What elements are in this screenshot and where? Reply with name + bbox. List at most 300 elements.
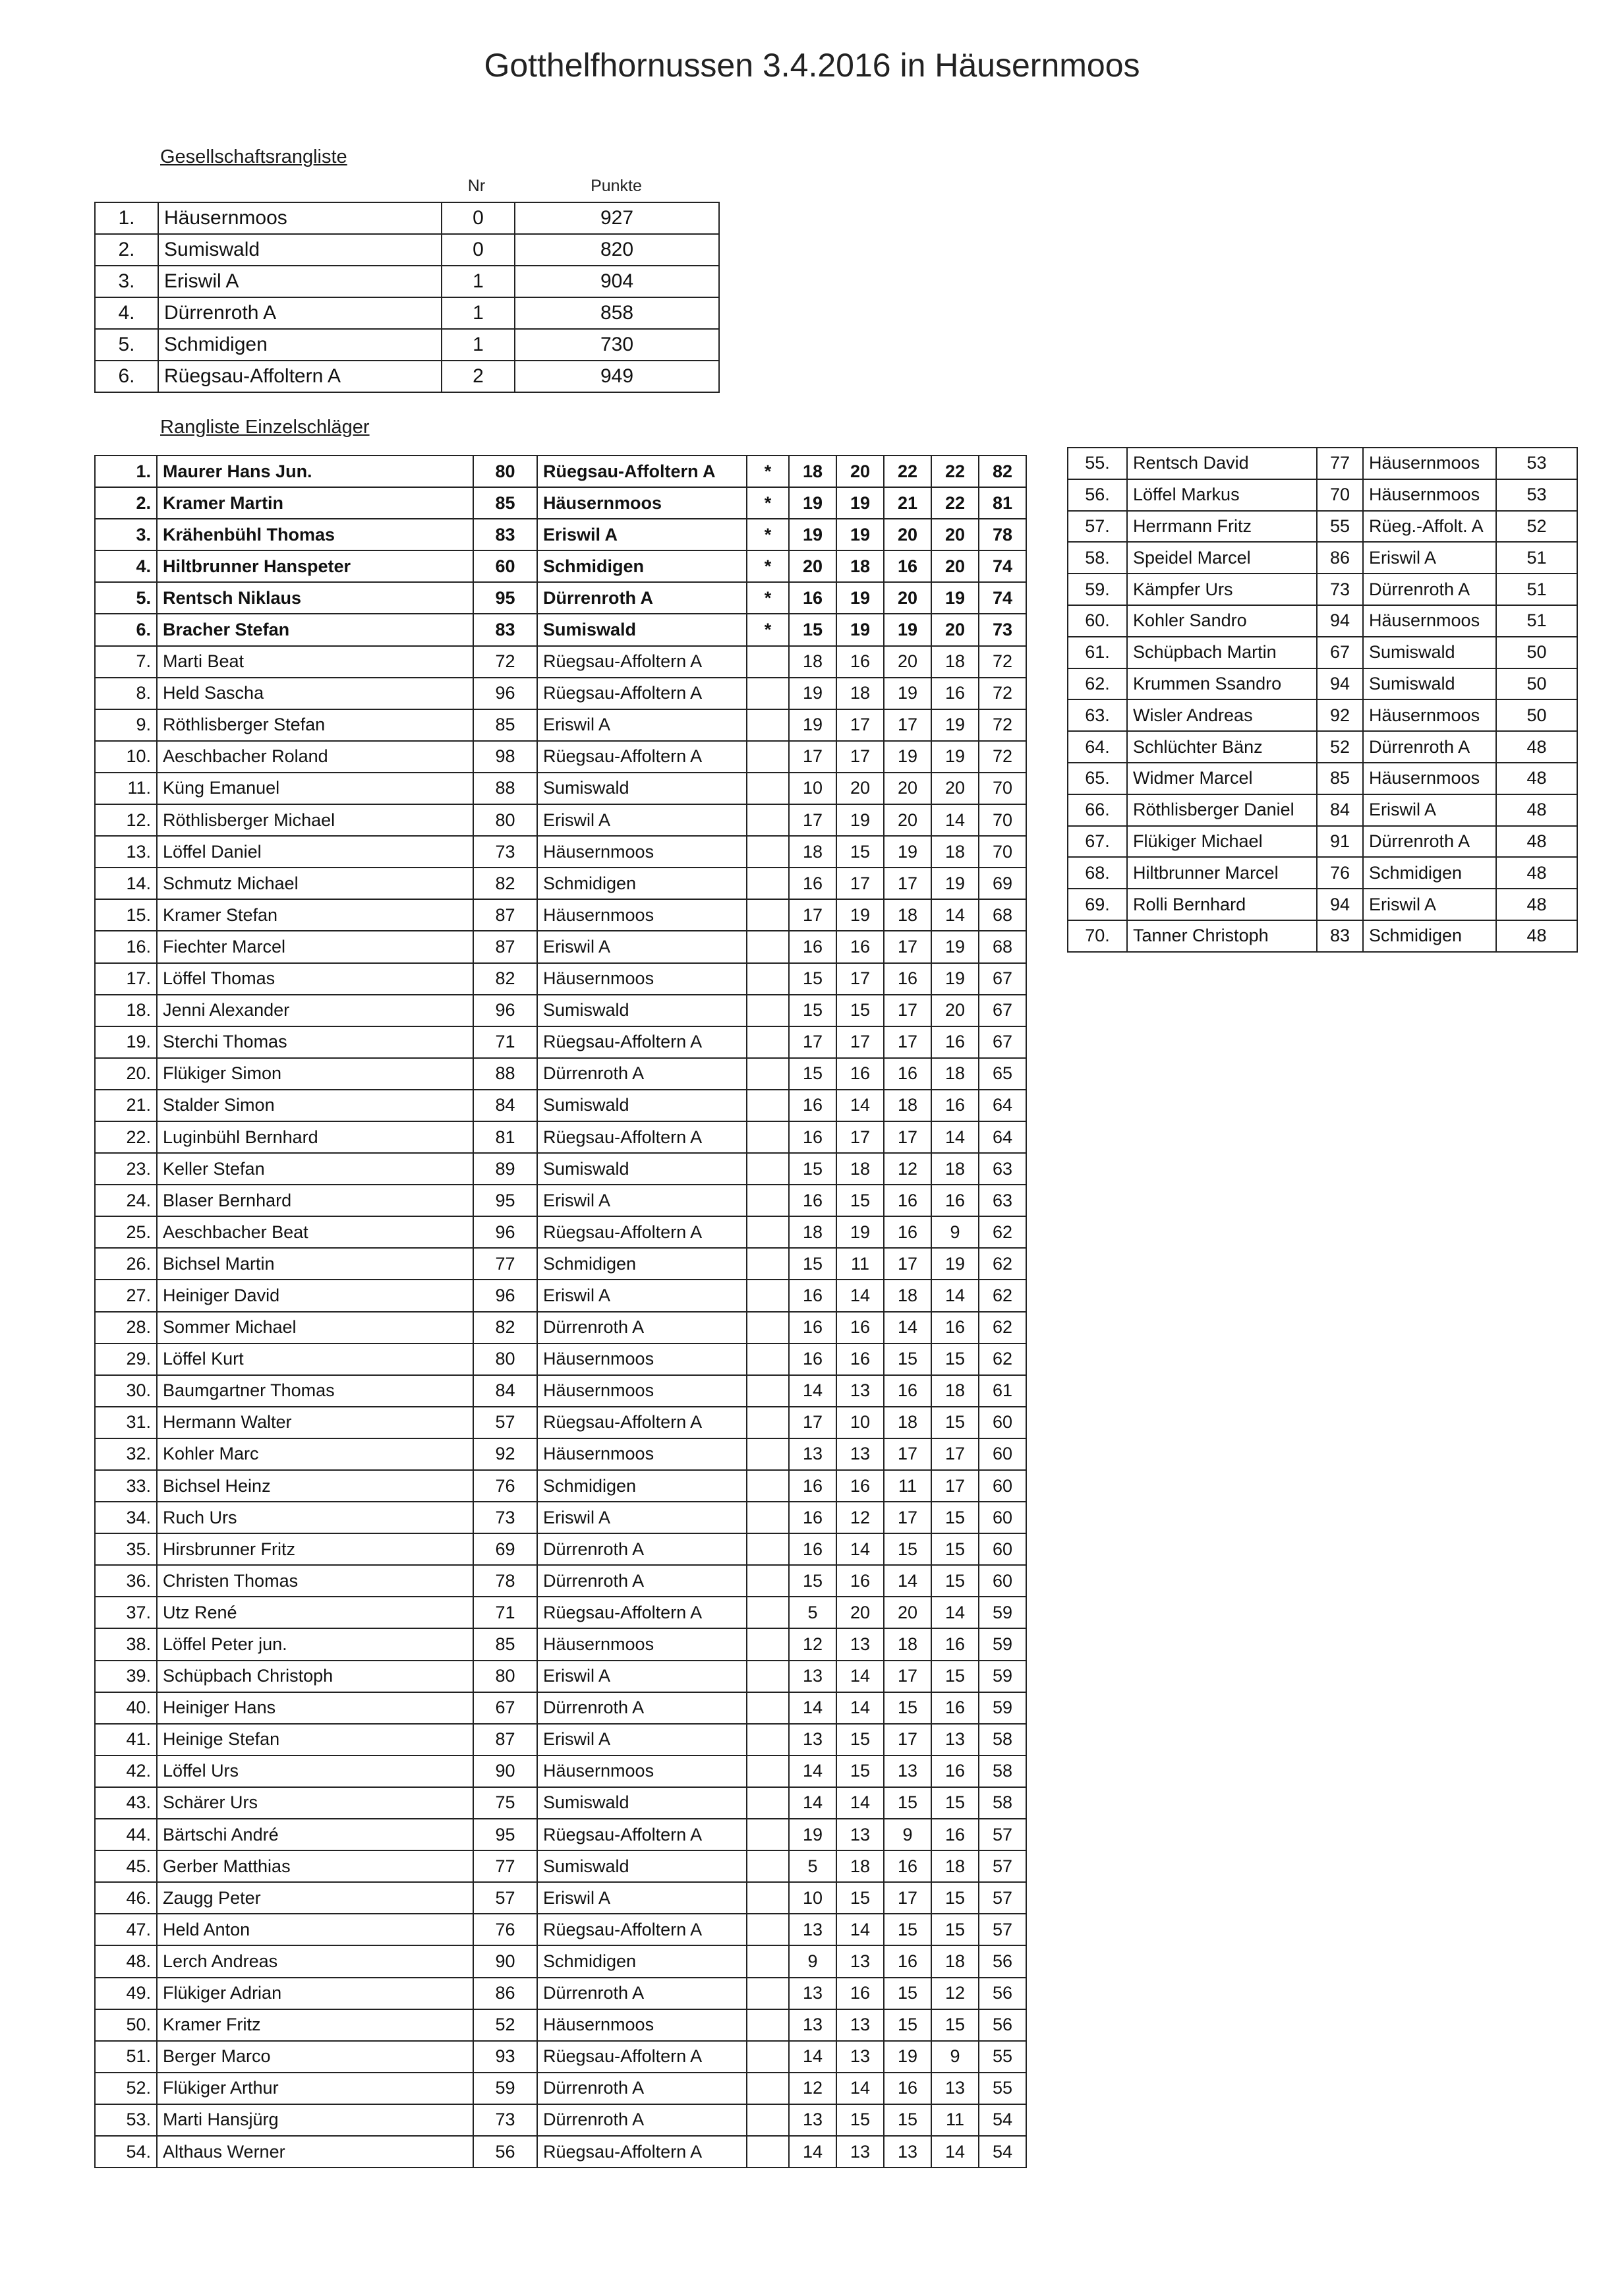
rank-cell: 6. (95, 614, 157, 645)
rank-cell: 23. (95, 1153, 157, 1185)
round2-cell: 18 (836, 550, 884, 582)
round4-cell: 9 (931, 2041, 979, 2073)
total-cell: 53 (1496, 479, 1577, 511)
total-cell: 56 (979, 1978, 1026, 2009)
total-cell: 62 (979, 1248, 1026, 1280)
team-cell: Dürrenroth A (1363, 574, 1496, 605)
name-cell: Maurer Hans Jun. (157, 456, 473, 487)
round4-cell: 19 (931, 868, 979, 899)
round4-cell: 13 (931, 1724, 979, 1756)
rank-cell: 5. (95, 582, 157, 614)
rank-cell: 58. (1068, 542, 1127, 574)
ranking-row (95, 1312, 1026, 1343)
rank-cell: 67. (1068, 826, 1127, 858)
round1-cell: 17 (789, 1407, 836, 1438)
name-cell: Schüpbach Martin (1127, 637, 1317, 668)
rank-cell: 12. (95, 804, 157, 836)
rank-cell: 11. (95, 773, 157, 804)
round1-cell: 5 (789, 1597, 836, 1628)
team-cell: Häusernmoos (1363, 763, 1496, 794)
round1-cell: 15 (789, 1565, 836, 1597)
rank-cell: 63. (1068, 699, 1127, 731)
rank-cell: 53. (95, 2104, 157, 2136)
round4-cell: 19 (931, 582, 979, 614)
round3-cell: 18 (884, 1280, 931, 1311)
total-cell: 59 (979, 1597, 1026, 1628)
mark-cell (747, 1565, 789, 1597)
round4-cell: 15 (931, 1343, 979, 1375)
mark-cell (747, 1407, 789, 1438)
total-cell: 73 (979, 614, 1026, 645)
round4-cell: 18 (931, 1850, 979, 1882)
round2-cell: 16 (836, 646, 884, 678)
rank-cell: 5. (95, 329, 158, 361)
rank-cell: 44. (95, 1819, 157, 1850)
round2-cell: 17 (836, 963, 884, 995)
rank-cell: 27. (95, 1280, 157, 1311)
total-cell: 48 (1496, 857, 1577, 889)
round3-cell: 11 (884, 1470, 931, 1502)
ranking-row (95, 868, 1026, 899)
team-cell: Häusernmoos (537, 963, 747, 995)
nr-cell: 83 (1317, 920, 1363, 952)
mark-cell (747, 2041, 789, 2073)
team-cell: Rüegsau-Affoltern A (537, 1216, 747, 1248)
team-cell: Häusernmoos (537, 2009, 747, 2041)
total-cell: 60 (979, 1438, 1026, 1470)
total-cell: 48 (1496, 763, 1577, 794)
ranking-row (95, 709, 1026, 741)
round1-cell: 18 (789, 1216, 836, 1248)
name-cell: Flükiger Arthur (157, 2073, 473, 2104)
nr-cell: 0 (442, 234, 515, 266)
name-cell: Tanner Christoph (1127, 920, 1317, 952)
name-cell: Kämpfer Urs (1127, 574, 1317, 605)
points-cell: 927 (515, 202, 719, 234)
total-cell: 68 (979, 899, 1026, 931)
team-cell: Rüegsau-Affoltern A (537, 678, 747, 709)
mark-cell: * (747, 519, 789, 550)
round2-cell: 19 (836, 804, 884, 836)
round4-cell: 15 (931, 1787, 979, 1819)
individual-ranking-table-continued (1067, 447, 1578, 953)
round3-cell: 18 (884, 899, 931, 931)
team-cell: Schmidigen (1363, 857, 1496, 889)
team-cell: Häusernmoos (537, 1375, 747, 1407)
nr-cell: 76 (1317, 857, 1363, 889)
name-cell: Schüpbach Christoph (157, 1661, 473, 1692)
ranking-row (95, 899, 1026, 931)
round1-cell: 12 (789, 1628, 836, 1660)
round4-cell: 19 (931, 709, 979, 741)
team-cell: Rüegsau-Affoltern A (537, 456, 747, 487)
round4-cell: 16 (931, 1628, 979, 1660)
round3-cell: 19 (884, 2041, 931, 2073)
total-cell: 56 (979, 1945, 1026, 1977)
team-row (95, 329, 719, 361)
total-cell: 61 (979, 1375, 1026, 1407)
name-cell: Held Sascha (157, 678, 473, 709)
total-cell: 72 (979, 646, 1026, 678)
round2-cell: 13 (836, 1375, 884, 1407)
team-cell: Sumiswald (537, 1090, 747, 1121)
round3-cell: 14 (884, 1312, 931, 1343)
name-cell: Bärtschi André (157, 1819, 473, 1850)
name-cell: Flükiger Adrian (157, 1978, 473, 2009)
nr-cell: 86 (1317, 542, 1363, 574)
round3-cell: 12 (884, 1153, 931, 1185)
nr-cell: 57 (473, 1882, 537, 1914)
team-row (95, 297, 719, 329)
round3-cell: 15 (884, 1343, 931, 1375)
ranking-row (1068, 920, 1577, 952)
nr-cell: 81 (473, 1121, 537, 1153)
name-cell: Röthlisberger Michael (157, 804, 473, 836)
team-ranking-heading: Gesellschaftsrangliste (160, 146, 347, 167)
total-cell: 62 (979, 1280, 1026, 1311)
rank-cell: 43. (95, 1787, 157, 1819)
rank-cell: 7. (95, 646, 157, 678)
rank-cell: 19. (95, 1026, 157, 1058)
name-cell: Hirsbrunner Fritz (157, 1533, 473, 1565)
round2-cell: 12 (836, 1502, 884, 1533)
ranking-row (95, 836, 1026, 868)
nr-cell: 88 (473, 773, 537, 804)
mark-cell (747, 899, 789, 931)
total-cell: 50 (1496, 668, 1577, 700)
round3-cell: 19 (884, 741, 931, 773)
mark-cell (747, 1153, 789, 1185)
total-cell: 58 (979, 1756, 1026, 1787)
total-cell: 72 (979, 709, 1026, 741)
total-cell: 52 (1496, 511, 1577, 543)
team-cell: Rüegsau-Affoltern A (537, 646, 747, 678)
round1-cell: 14 (789, 2136, 836, 2168)
rank-cell: 56. (1068, 479, 1127, 511)
rank-cell: 3. (95, 266, 158, 297)
name-cell: Herrmann Fritz (1127, 511, 1317, 543)
ranking-row (95, 1026, 1026, 1058)
round4-cell: 18 (931, 836, 979, 868)
rank-cell: 32. (95, 1438, 157, 1470)
round1-cell: 14 (789, 1692, 836, 1724)
name-cell: Kramer Stefan (157, 899, 473, 931)
name-cell: Flükiger Simon (157, 1058, 473, 1090)
round1-cell: 13 (789, 1724, 836, 1756)
ranking-row (95, 1058, 1026, 1090)
round1-cell: 17 (789, 899, 836, 931)
nr-cell: 55 (1317, 511, 1363, 543)
rank-cell: 15. (95, 899, 157, 931)
nr-cell: 59 (473, 2073, 537, 2104)
ranking-row (95, 1882, 1026, 1914)
nr-cell: 80 (473, 1661, 537, 1692)
nr-cell: 95 (473, 582, 537, 614)
total-cell: 51 (1496, 542, 1577, 574)
name-cell: Jenni Alexander (157, 995, 473, 1026)
round1-cell: 18 (789, 836, 836, 868)
rank-cell: 33. (95, 1470, 157, 1502)
mark-cell (747, 1978, 789, 2009)
team-cell: Rüegsau-Affoltern A (537, 1121, 747, 1153)
nr-cell: 71 (473, 1597, 537, 1628)
rank-cell: 34. (95, 1502, 157, 1533)
round2-cell: 20 (836, 456, 884, 487)
round1-cell: 15 (789, 1248, 836, 1280)
total-cell: 59 (979, 1692, 1026, 1724)
team-row (95, 266, 719, 297)
ranking-row (95, 931, 1026, 962)
nr-cell: 94 (1317, 889, 1363, 920)
team-cell: Eriswil A (537, 1661, 747, 1692)
ranking-row (1068, 699, 1577, 731)
name-cell: Sommer Michael (157, 1312, 473, 1343)
round2-cell: 18 (836, 678, 884, 709)
rank-cell: 55. (1068, 448, 1127, 479)
nr-cell: 91 (1317, 826, 1363, 858)
round1-cell: 18 (789, 456, 836, 487)
name-cell: Kohler Marc (157, 1438, 473, 1470)
round4-cell: 22 (931, 456, 979, 487)
round4-cell: 20 (931, 995, 979, 1026)
round3-cell: 15 (884, 1978, 931, 2009)
total-cell: 51 (1496, 605, 1577, 637)
rank-cell: 54. (95, 2136, 157, 2168)
round4-cell: 13 (931, 2073, 979, 2104)
team-cell: Eriswil A (1363, 794, 1496, 826)
nr-cell: 82 (473, 1312, 537, 1343)
round2-cell: 19 (836, 614, 884, 645)
round1-cell: 12 (789, 2073, 836, 2104)
team-cell: Eriswil A (1363, 542, 1496, 574)
mark-cell (747, 1470, 789, 1502)
team-cell: Rüegsau-Affoltern A (537, 2136, 747, 2168)
rank-cell: 26. (95, 1248, 157, 1280)
rank-cell: 2. (95, 487, 157, 519)
round4-cell: 14 (931, 899, 979, 931)
ranking-row (95, 1914, 1026, 1945)
round2-cell: 13 (836, 2136, 884, 2168)
name-cell: Utz René (157, 1597, 473, 1628)
round2-cell: 14 (836, 1692, 884, 1724)
round2-cell: 14 (836, 1533, 884, 1565)
nr-cell: 67 (1317, 637, 1363, 668)
name-cell: Marti Beat (157, 646, 473, 678)
ranking-row (1068, 542, 1577, 574)
team-ranking-table (94, 202, 720, 393)
team-cell: Häusernmoos (537, 1628, 747, 1660)
team-cell: Schmidigen (537, 1945, 747, 1977)
name-cell: Rolli Bernhard (1127, 889, 1317, 920)
round2-cell: 14 (836, 1914, 884, 1945)
total-cell: 64 (979, 1121, 1026, 1153)
name-cell: Fiechter Marcel (157, 931, 473, 962)
rank-cell: 30. (95, 1375, 157, 1407)
nr-cell: 82 (473, 868, 537, 899)
round3-cell: 18 (884, 1628, 931, 1660)
mark-cell (747, 868, 789, 899)
name-cell: Heiniger Hans (157, 1692, 473, 1724)
rank-cell: 31. (95, 1407, 157, 1438)
round1-cell: 13 (789, 1661, 836, 1692)
total-cell: 50 (1496, 637, 1577, 668)
rank-cell: 41. (95, 1724, 157, 1756)
round2-cell: 17 (836, 1026, 884, 1058)
ranking-row (95, 614, 1026, 645)
ranking-row (95, 963, 1026, 995)
team-cell: Sumiswald (537, 1787, 747, 1819)
mark-cell: * (747, 487, 789, 519)
name-cell: Hiltbrunner Hanspeter (157, 550, 473, 582)
rank-cell: 46. (95, 1882, 157, 1914)
team-cell: Eriswil A (537, 1502, 747, 1533)
nr-cell: 90 (473, 1945, 537, 1977)
nr-cell: 87 (473, 899, 537, 931)
team-cell: Dürrenroth A (537, 1565, 747, 1597)
round2-cell: 13 (836, 2041, 884, 2073)
rank-cell: 68. (1068, 857, 1127, 889)
rank-cell: 35. (95, 1533, 157, 1565)
nr-cell: 57 (473, 1407, 537, 1438)
round3-cell: 15 (884, 1914, 931, 1945)
points-cell: 949 (515, 361, 719, 392)
ranking-row (95, 1375, 1026, 1407)
name-cell: Zaugg Peter (157, 1882, 473, 1914)
round3-cell: 17 (884, 1724, 931, 1756)
nr-cell: 52 (473, 2009, 537, 2041)
round1-cell: 14 (789, 1756, 836, 1787)
mark-cell (747, 804, 789, 836)
nr-cell: 2 (442, 361, 515, 392)
round2-cell: 15 (836, 2104, 884, 2136)
round1-cell: 9 (789, 1945, 836, 1977)
round2-cell: 11 (836, 1248, 884, 1280)
mark-cell (747, 1343, 789, 1375)
name-cell: Heinige Stefan (157, 1724, 473, 1756)
mark-cell (747, 1756, 789, 1787)
round2-cell: 13 (836, 1438, 884, 1470)
round2-cell: 17 (836, 709, 884, 741)
mark-cell (747, 1882, 789, 1914)
round2-cell: 15 (836, 1882, 884, 1914)
round1-cell: 19 (789, 709, 836, 741)
team-cell: Häusernmoos (537, 1756, 747, 1787)
rank-cell: 51. (95, 2041, 157, 2073)
rank-cell: 9. (95, 709, 157, 741)
name-cell: Löffel Urs (157, 1756, 473, 1787)
nr-cell: 87 (473, 931, 537, 962)
points-cell: 858 (515, 297, 719, 329)
round4-cell: 16 (931, 1185, 979, 1216)
round1-cell: 14 (789, 2041, 836, 2073)
nr-cell: 96 (473, 678, 537, 709)
round3-cell: 20 (884, 804, 931, 836)
name-cell: Ruch Urs (157, 1502, 473, 1533)
ranking-row (95, 1724, 1026, 1756)
nr-cell: 77 (473, 1850, 537, 1882)
ranking-row (95, 1978, 1026, 2009)
rank-cell: 10. (95, 741, 157, 773)
mark-cell (747, 1185, 789, 1216)
round1-cell: 15 (789, 1058, 836, 1090)
mark-cell (747, 1692, 789, 1724)
round4-cell: 16 (931, 1692, 979, 1724)
ranking-row (95, 1787, 1026, 1819)
total-cell: 70 (979, 836, 1026, 868)
total-cell: 68 (979, 931, 1026, 962)
round4-cell: 19 (931, 931, 979, 962)
team-cell: Häusernmoos (537, 1438, 747, 1470)
round2-cell: 16 (836, 1978, 884, 2009)
ranking-row (95, 1470, 1026, 1502)
rank-cell: 3. (95, 519, 157, 550)
team-cell: Häusernmoos (1363, 448, 1496, 479)
total-cell: 63 (979, 1185, 1026, 1216)
rank-cell: 38. (95, 1628, 157, 1660)
round3-cell: 17 (884, 1248, 931, 1280)
total-cell: 70 (979, 773, 1026, 804)
round3-cell: 19 (884, 614, 931, 645)
total-cell: 60 (979, 1470, 1026, 1502)
ranking-row (95, 646, 1026, 678)
individual-ranking-table (94, 455, 1027, 2168)
round3-cell: 15 (884, 1692, 931, 1724)
round3-cell: 14 (884, 1565, 931, 1597)
name-cell: Keller Stefan (157, 1153, 473, 1185)
round2-cell: 14 (836, 1090, 884, 1121)
round4-cell: 19 (931, 1248, 979, 1280)
round2-cell: 20 (836, 773, 884, 804)
nr-cell: 84 (473, 1090, 537, 1121)
team-cell: Häusernmoos (1363, 605, 1496, 637)
team-cell: Eriswil A (537, 1882, 747, 1914)
ranking-row (95, 1597, 1026, 1628)
nr-column-header: Nr (467, 177, 486, 195)
team-cell: Dürrenroth A (537, 1692, 747, 1724)
total-cell: 62 (979, 1216, 1026, 1248)
team-cell: Rüegsau-Affoltern A (537, 1597, 747, 1628)
name-cell: Blaser Bernhard (157, 1185, 473, 1216)
round1-cell: 15 (789, 614, 836, 645)
rank-cell: 4. (95, 550, 157, 582)
round3-cell: 15 (884, 2104, 931, 2136)
round4-cell: 20 (931, 550, 979, 582)
nr-cell: 73 (473, 836, 537, 868)
ranking-row (95, 582, 1026, 614)
rank-cell: 40. (95, 1692, 157, 1724)
ranking-row (1068, 574, 1577, 605)
round3-cell: 16 (884, 1058, 931, 1090)
round2-cell: 13 (836, 2009, 884, 2041)
mark-cell (747, 1533, 789, 1565)
team-cell: Dürrenroth A (158, 297, 442, 329)
team-cell: Eriswil A (537, 519, 747, 550)
nr-cell: 73 (473, 2104, 537, 2136)
round4-cell: 18 (931, 1375, 979, 1407)
round1-cell: 16 (789, 1502, 836, 1533)
round2-cell: 18 (836, 1850, 884, 1882)
team-cell: Eriswil A (537, 709, 747, 741)
total-cell: 60 (979, 1407, 1026, 1438)
round1-cell: 16 (789, 1343, 836, 1375)
nr-cell: 0 (442, 202, 515, 234)
total-cell: 54 (979, 2136, 1026, 2168)
nr-cell: 84 (473, 1375, 537, 1407)
mark-cell: * (747, 614, 789, 645)
ranking-row (1068, 857, 1577, 889)
ranking-row (95, 1819, 1026, 1850)
rank-cell: 17. (95, 963, 157, 995)
